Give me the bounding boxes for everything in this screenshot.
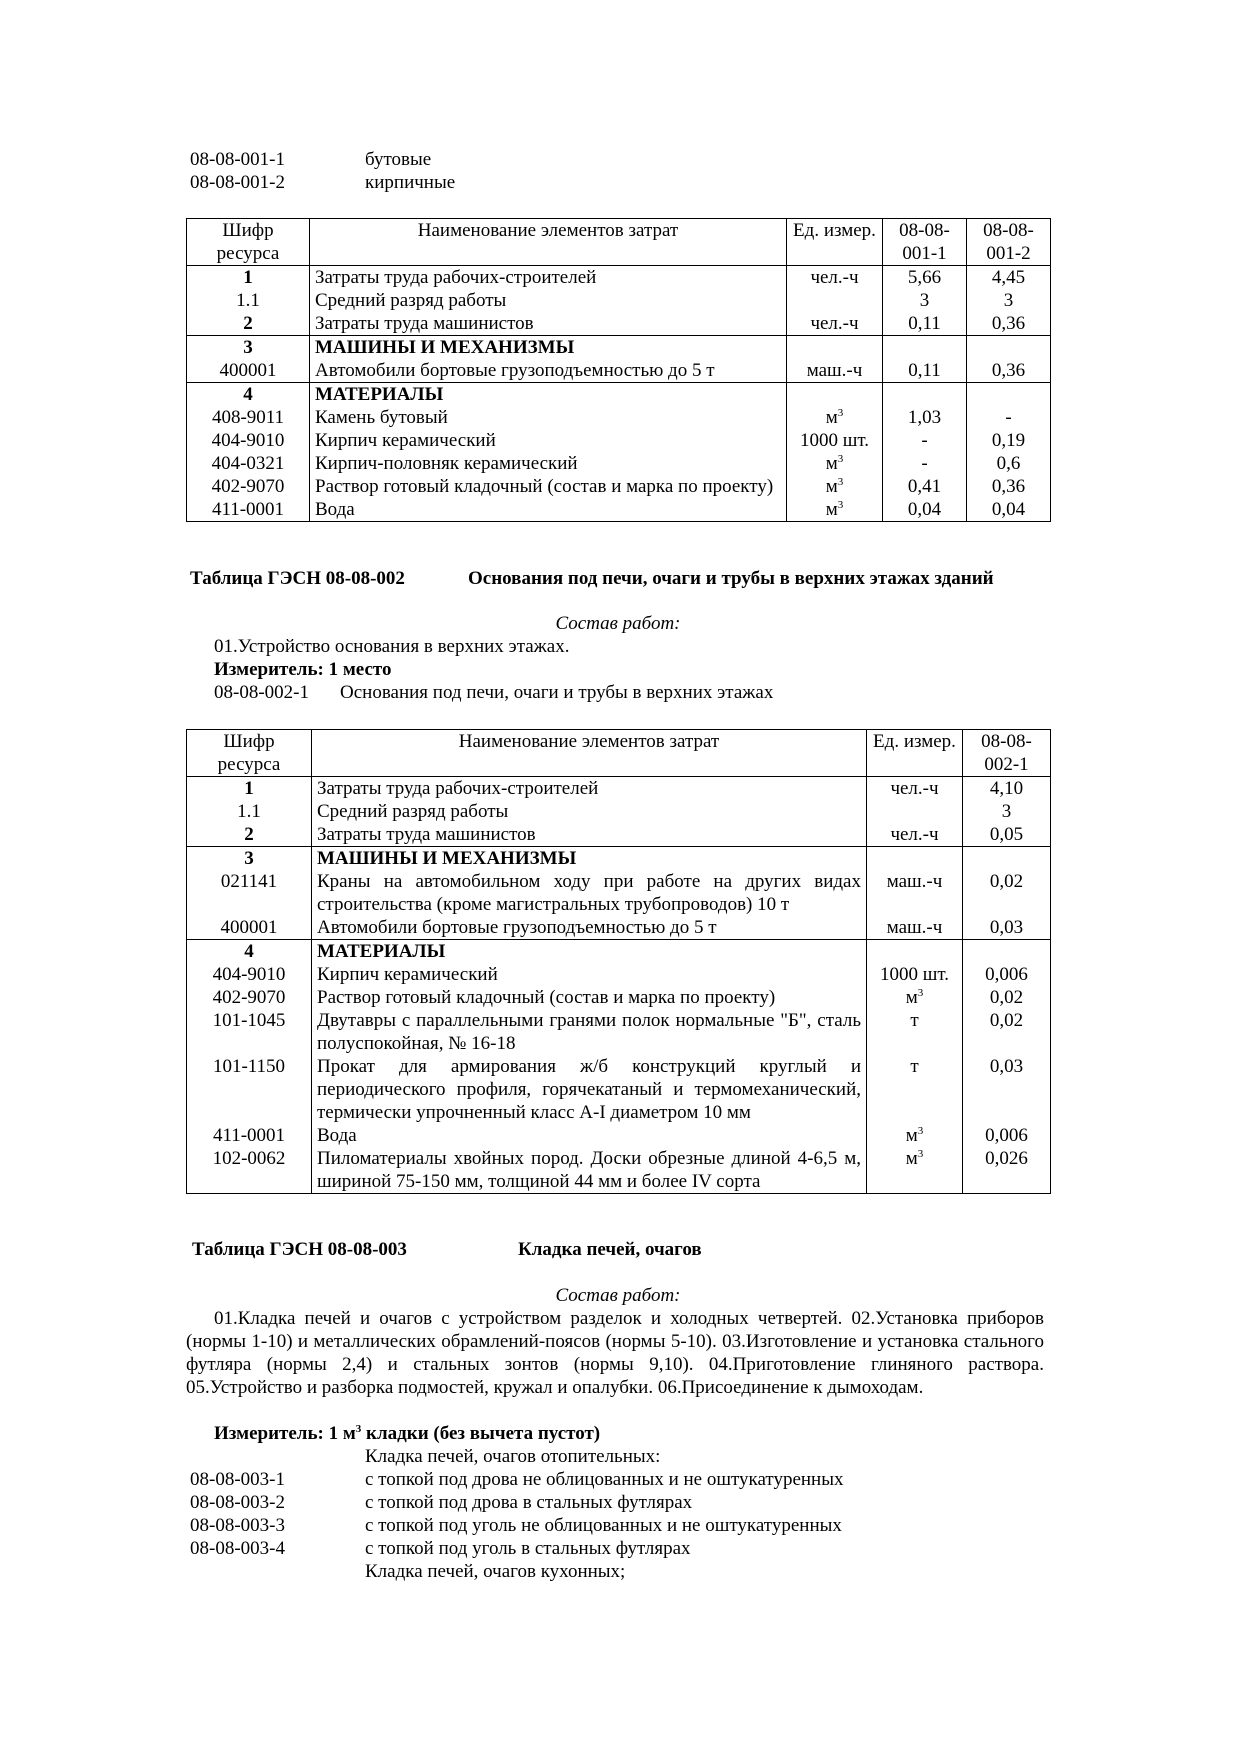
table-row <box>187 916 1051 940</box>
cell-c1: 4,10 <box>963 777 1051 801</box>
cell-c2: 0,19 <box>967 429 1051 452</box>
table-row <box>187 777 1051 801</box>
cell-name: Кирпич-половняк керамический <box>310 452 787 475</box>
cell-c1: - <box>883 429 967 452</box>
item-code: 08-08-002-1 <box>214 682 309 703</box>
table-row <box>187 452 1051 475</box>
table-label: Таблица ГЭСН 08-08-002 <box>190 568 405 589</box>
cell-c1: 0,03 <box>963 916 1051 940</box>
item-text: с топкой под уголь не облицованных и не оштукатуренных <box>365 1515 842 1536</box>
table-row <box>187 406 1051 429</box>
cell-name: Затраты труда машинистов <box>310 312 787 336</box>
resource-table-1 <box>186 218 1051 522</box>
unit-text: чел.-ч <box>810 267 859 288</box>
item-code: 08-08-001-2 <box>190 172 285 193</box>
measure-prefix: Измеритель: 1 м <box>214 1423 356 1444</box>
cell-c1: 3 <box>963 800 1051 823</box>
unit-text: м <box>905 1148 918 1169</box>
item-text: с топкой под дрова в стальных футлярах <box>365 1492 693 1513</box>
measure-sup: 3 <box>355 1423 362 1435</box>
cell-unit <box>867 1055 963 1124</box>
header-unit: Ед. измер. <box>867 730 963 777</box>
header-c2: 08-08-001-2 <box>967 219 1051 266</box>
table-row <box>187 359 1051 383</box>
unit-sup: 3 <box>917 1148 924 1160</box>
table-row <box>187 312 1051 336</box>
table-header-row <box>187 730 1051 777</box>
cell-unit <box>867 940 963 964</box>
cell-code: 1.1 <box>187 289 310 312</box>
measure: Измеритель: 1 место <box>214 659 392 680</box>
resource-table-2 <box>186 729 1051 1194</box>
cell-unit <box>867 986 963 1009</box>
item-code: 08-08-003-4 <box>190 1538 285 1559</box>
measure-suffix: кладки (без вычета пустот) <box>361 1423 601 1444</box>
cell-c1 <box>883 336 967 360</box>
cell-name: Средний разряд работы <box>310 289 787 312</box>
cell-unit <box>867 1147 963 1194</box>
table-title: Основания под печи, очаги и трубы в верхних этажах зданий <box>468 568 994 589</box>
cell-code: 4 <box>187 940 312 964</box>
cell-code: 3 <box>187 336 310 360</box>
table-row <box>187 986 1051 1009</box>
table-row <box>187 1055 1051 1124</box>
item-text: кирпичные <box>365 172 456 193</box>
cell-name: Раствор готовый кладочный (состав и марка по проекту) <box>310 475 787 498</box>
cell-c1: 0,05 <box>963 823 1051 847</box>
cell-name: Затраты труда рабочих-строителей <box>312 777 867 801</box>
header-code: Шифр ресурса <box>187 219 310 266</box>
table-row <box>187 823 1051 847</box>
cell-name: Раствор готовый кладочный (состав и марка по проекту) <box>312 986 867 1009</box>
unit-text: маш.-ч <box>886 917 943 938</box>
cell-name: Кирпич керамический <box>312 963 867 986</box>
cell-c1 <box>963 847 1051 871</box>
cell-unit <box>787 406 883 429</box>
cell-c1: 0,006 <box>963 1124 1051 1147</box>
header-name: Наименование элементов затрат <box>310 219 787 266</box>
unit-text: м <box>825 499 838 520</box>
cell-unit <box>867 1124 963 1147</box>
item-text: Основания под печи, очаги и трубы в верхних этажах <box>340 682 774 703</box>
table-row <box>187 1147 1051 1194</box>
unit-text: 1000 шт. <box>879 964 949 985</box>
unit-text: т <box>910 1010 919 1031</box>
cell-code: 404-0321 <box>187 452 310 475</box>
unit-text: чел.-ч <box>890 778 939 799</box>
table-row <box>187 383 1051 407</box>
cell-name: Кирпич керамический <box>310 429 787 452</box>
cell-c1: 0,03 <box>963 1055 1051 1124</box>
cell-c1: 0,11 <box>883 359 967 383</box>
unit-text: м <box>905 987 918 1008</box>
cell-code: 1 <box>187 266 310 290</box>
cell-name: Средний разряд работы <box>312 800 867 823</box>
unit-sup: 3 <box>837 453 844 465</box>
cell-unit <box>787 359 883 383</box>
group-heading: Кладка печей, очагов кухонных; <box>365 1561 626 1582</box>
cell-c1: 0,006 <box>963 963 1051 986</box>
cell-name: МАТЕРИАЛЫ <box>312 940 867 964</box>
cell-unit <box>787 336 883 360</box>
table-row <box>187 475 1051 498</box>
cell-code: 404-9010 <box>187 429 310 452</box>
cell-c2: 0,04 <box>967 498 1051 522</box>
cell-name: Автомобили бортовые грузоподъемностью до 5 т <box>312 916 867 940</box>
table-row <box>187 870 1051 916</box>
table-row <box>187 940 1051 964</box>
cell-unit <box>867 870 963 916</box>
cell-unit <box>867 963 963 986</box>
header-c1: 08-08-001-1 <box>883 219 967 266</box>
cell-c2 <box>967 383 1051 407</box>
unit-text: м <box>825 407 838 428</box>
unit-sup: 3 <box>837 407 844 419</box>
cell-name: Краны на автомобильном ходу при работе на других видах строительства (кроме магистральных трубопроводов) 10 т <box>312 870 867 916</box>
cell-c1 <box>883 383 967 407</box>
cell-code: 404-9010 <box>187 963 312 986</box>
cell-code: 1 <box>187 777 312 801</box>
measure <box>214 1422 600 1445</box>
cell-name: Вода <box>312 1124 867 1147</box>
cell-c1: 3 <box>883 289 967 312</box>
group-heading: Кладка печей, очагов отопительных: <box>365 1446 661 1467</box>
unit-text: м <box>905 1125 918 1146</box>
cell-code: 402-9070 <box>187 475 310 498</box>
cell-code: 402-9070 <box>187 986 312 1009</box>
cell-code: 411-0001 <box>187 1124 312 1147</box>
cell-c2: - <box>967 406 1051 429</box>
table-row <box>187 847 1051 871</box>
works-text: 01.Устройство основания в верхних этажах. <box>214 636 570 657</box>
cell-c2 <box>967 336 1051 360</box>
item-text: с топкой под уголь в стальных футлярах <box>365 1538 691 1559</box>
item-text: бутовые <box>365 149 432 170</box>
table-label: Таблица ГЭСН 08-08-003 <box>192 1239 407 1260</box>
header-name: Наименование элементов затрат <box>312 730 867 777</box>
cell-name: Автомобили бортовые грузоподъемностью до 5 т <box>310 359 787 383</box>
cell-c2: 0,36 <box>967 359 1051 383</box>
item-code: 08-08-003-1 <box>190 1469 285 1490</box>
unit-sup: 3 <box>917 987 924 999</box>
cell-unit <box>787 498 883 522</box>
item-code: 08-08-003-3 <box>190 1515 285 1536</box>
cell-c1: 0,02 <box>963 986 1051 1009</box>
unit-text: чел.-ч <box>810 313 859 334</box>
works-heading: Состав работ: <box>555 1285 681 1306</box>
header-c1: 08-08-002-1 <box>963 730 1051 777</box>
cell-name: Камень бутовый <box>310 406 787 429</box>
cell-unit <box>787 475 883 498</box>
cell-unit <box>867 777 963 801</box>
table-title: Кладка печей, очагов <box>518 1239 702 1260</box>
works-text: 01.Кладка печей и очагов с устройством разделок и холодных четвертей. 02.Установка приборов (нормы 1-10) и металлических обрамлений-поясов (нормы 5-10). 03.Изготовление и установка стального футляра (нормы 2,4) и стальных зонтов (нормы 9,10). 04.Приготовление глиняного раствора. 05.Устройство и разборка подмостей, кружал и опалубки. 06.Присоединение к дымоходам. <box>186 1308 1044 1398</box>
cell-c2: 3 <box>967 289 1051 312</box>
unit-text: чел.-ч <box>890 824 939 845</box>
cell-c1: - <box>883 452 967 475</box>
cell-unit <box>787 452 883 475</box>
cell-code: 102-0062 <box>187 1147 312 1194</box>
cell-name: Двутавры с параллельными гранями полок нормальные "Б", сталь полуспокойная, № 16-18 <box>312 1009 867 1055</box>
item-text: с топкой под дрова не облицованных и не оштукатуренных <box>365 1469 844 1490</box>
cell-c1: 0,11 <box>883 312 967 336</box>
cell-code: 2 <box>187 312 310 336</box>
cell-c1: 5,66 <box>883 266 967 290</box>
cell-c1: 0,02 <box>963 870 1051 916</box>
table-row <box>187 1124 1051 1147</box>
works-heading: Состав работ: <box>555 613 681 634</box>
table-row <box>187 266 1051 290</box>
unit-text: м <box>825 453 838 474</box>
cell-c1: 0,026 <box>963 1147 1051 1194</box>
cell-code: 101-1045 <box>187 1009 312 1055</box>
table-row <box>187 498 1051 522</box>
table-row <box>187 289 1051 312</box>
cell-code: 400001 <box>187 359 310 383</box>
cell-c1: 0,41 <box>883 475 967 498</box>
cell-code: 4 <box>187 383 310 407</box>
cell-c1: 0,02 <box>963 1009 1051 1055</box>
unit-text: т <box>910 1056 919 1077</box>
unit-sup: 3 <box>837 476 844 488</box>
cell-code: 1.1 <box>187 800 312 823</box>
cell-unit <box>787 289 883 312</box>
unit-text: м <box>825 476 838 497</box>
item-code: 08-08-003-2 <box>190 1492 285 1513</box>
cell-c1 <box>963 940 1051 964</box>
cell-unit <box>787 383 883 407</box>
cell-code: 021141 <box>187 870 312 916</box>
table-header-row <box>187 219 1051 266</box>
cell-code: 3 <box>187 847 312 871</box>
cell-name: Пиломатериалы хвойных пород. Доски обрезные длиной 4-6,5 м, шириной 75-150 мм, толщиной 44 мм и более IV сорта <box>312 1147 867 1194</box>
header-code: Шифр ресурса <box>187 730 312 777</box>
cell-unit <box>787 429 883 452</box>
unit-sup: 3 <box>917 1125 924 1137</box>
unit-sup: 3 <box>837 499 844 511</box>
cell-name: Затраты труда рабочих-строителей <box>310 266 787 290</box>
cell-name: МАШИНЫ И МЕХАНИЗМЫ <box>312 847 867 871</box>
cell-code: 101-1150 <box>187 1055 312 1124</box>
cell-unit <box>787 312 883 336</box>
cell-unit <box>867 823 963 847</box>
cell-c1: 0,04 <box>883 498 967 522</box>
cell-unit <box>867 916 963 940</box>
table-row <box>187 800 1051 823</box>
cell-c2: 0,36 <box>967 475 1051 498</box>
cell-code: 411-0001 <box>187 498 310 522</box>
table-row <box>187 336 1051 360</box>
cell-c2: 4,45 <box>967 266 1051 290</box>
cell-unit <box>867 800 963 823</box>
table-row <box>187 1009 1051 1055</box>
cell-code: 408-9011 <box>187 406 310 429</box>
unit-text: маш.-ч <box>806 360 863 381</box>
cell-name: МАТЕРИАЛЫ <box>310 383 787 407</box>
header-unit: Ед. измер. <box>787 219 883 266</box>
table-row <box>187 963 1051 986</box>
unit-text: 1000 шт. <box>799 430 869 451</box>
cell-c2: 0,36 <box>967 312 1051 336</box>
cell-name: Затраты труда машинистов <box>312 823 867 847</box>
cell-c1: 1,03 <box>883 406 967 429</box>
cell-unit <box>867 847 963 871</box>
item-code: 08-08-001-1 <box>190 149 285 170</box>
table-row <box>187 429 1051 452</box>
cell-unit <box>787 266 883 290</box>
cell-name: Прокат для армирования ж/б конструкций круглый и периодического профиля, горячекатаный и термомеханический, термически упрочненный класс А-I диаметром 10 мм <box>312 1055 867 1124</box>
cell-code: 400001 <box>187 916 312 940</box>
cell-c2: 0,6 <box>967 452 1051 475</box>
unit-text: маш.-ч <box>886 871 943 892</box>
cell-unit <box>867 1009 963 1055</box>
cell-name: МАШИНЫ И МЕХАНИЗМЫ <box>310 336 787 360</box>
cell-name: Вода <box>310 498 787 522</box>
cell-code: 2 <box>187 823 312 847</box>
